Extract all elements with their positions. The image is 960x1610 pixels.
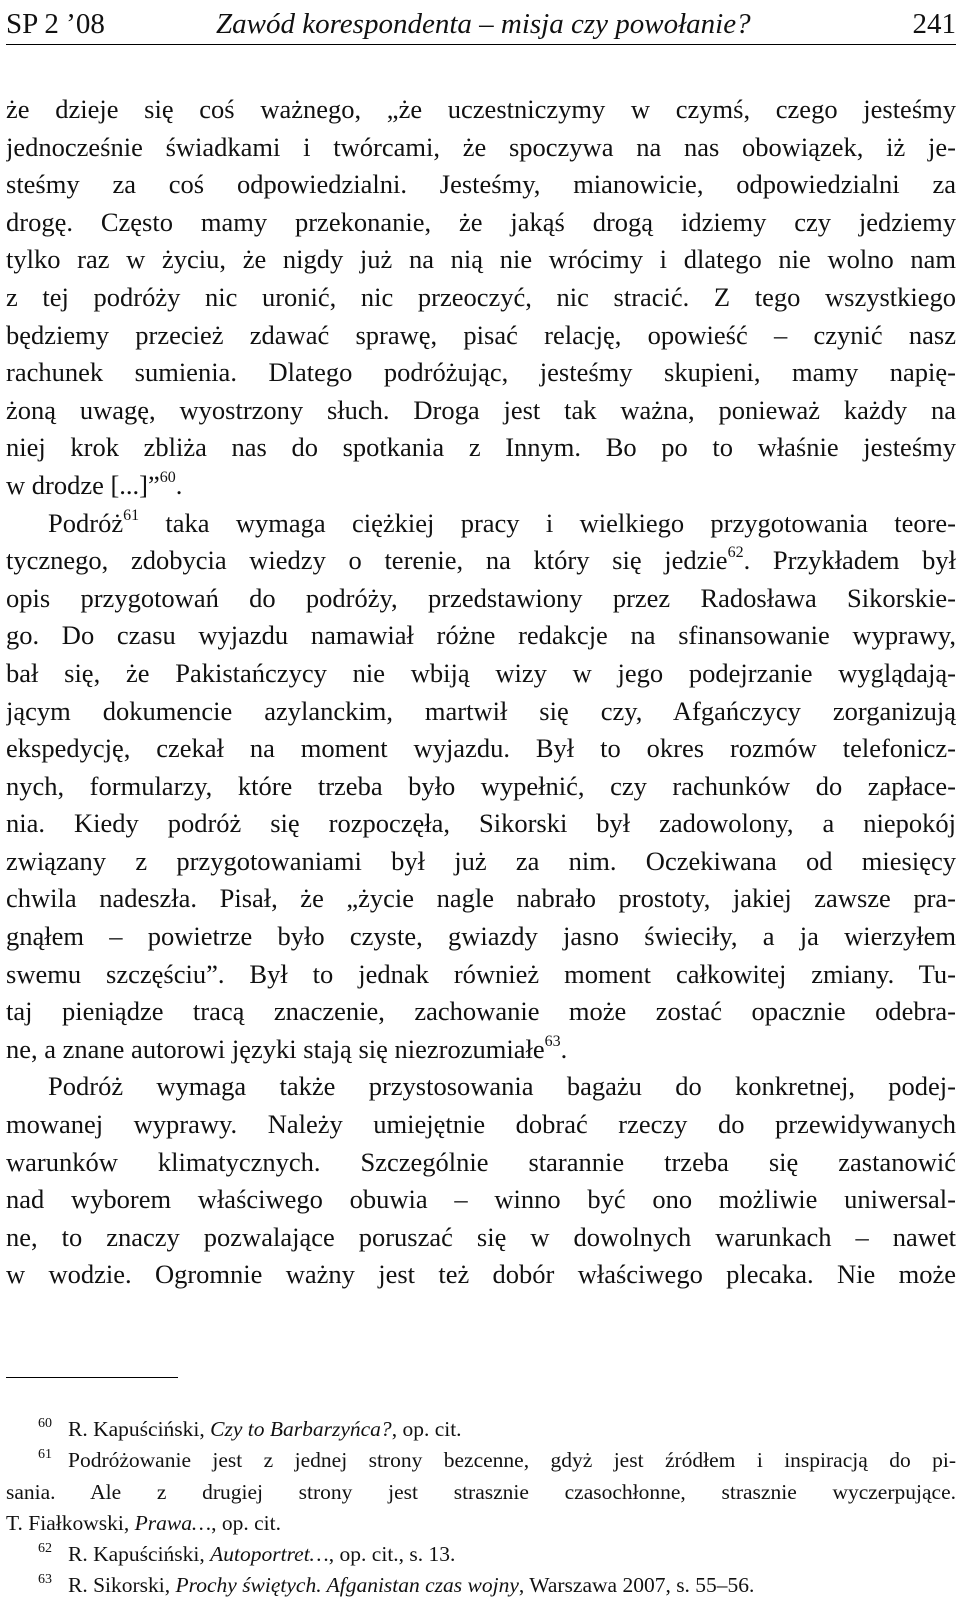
text-line: chwila nadeszła. Pisał, że „życie nagle nabrało prostoty, jakiej zawsze pra- — [6, 883, 956, 914]
journal-issue: SP 2 ’08 — [6, 8, 105, 40]
text-fragment: taka wymaga ciężkiej pracy i wielkiego przygotowania teore- — [139, 507, 956, 538]
footnote-number: 60 — [38, 1416, 52, 1431]
text-fragment: Podróż — [48, 507, 124, 538]
text-line: tylko raz w życiu, że nigdy już na nią nie wrócimy i dlatego nie wolno nam — [6, 244, 956, 275]
footnote-title: Czy to Barbarzyńca? — [210, 1417, 392, 1441]
footnote-title: Prochy świętych. Afganistan czas wojny — [175, 1573, 519, 1598]
footnotes — [6, 1414, 956, 1602]
text-fragment: ne, a znane autorowi języki stają się niezrozumiałe — [6, 1033, 545, 1064]
text-line: niej krok zbliża nas do spotkania z Innym. Bo po to właśnie jesteśmy — [6, 432, 956, 463]
text-line: że dzieje się coś ważnego, „że uczestniczymy w czymś, czego jesteśmy — [6, 94, 956, 124]
text-fragment: tycznego, zdobycia wiedzy o terenie, na który się jedzie — [6, 545, 728, 576]
footnote-text: , op. cit. — [391, 1417, 462, 1441]
text-line: nia. Kiedy podróż się rozpoczęła, Sikorski był zadowolony, a niepokój — [6, 808, 956, 839]
footnote-60 — [6, 1414, 956, 1445]
text-line: mowanej wyprawy. Należy umiejętnie dobrać rzeczy do przewidywanych — [6, 1109, 956, 1140]
text-line: taj pieniądze tracą znaczenie, zachowanie może zostać opacznie odebra- — [6, 996, 956, 1027]
footnote-ref-61: 61 — [123, 506, 140, 524]
footnote-number: 63 — [38, 1572, 52, 1588]
text-line: jącym dokumencie azylanckim, martwił się czy, Afgańczycy zorganizują — [6, 695, 956, 726]
text-line: żoną uwagę, wyostrzony słuch. Droga jest tak ważna, ponieważ każdy na — [6, 394, 956, 425]
text-line: nych, formularzy, które trzeba było wypełnić, czy rachunków do zapłace- — [6, 770, 956, 801]
footnote-divider — [6, 1377, 178, 1378]
footnote-title: Autoportret… — [210, 1542, 329, 1567]
footnote-62 — [6, 1539, 956, 1570]
text-line: w wodzie. Ogromnie ważny jest też dobór właściwego plecaka. Nie może — [6, 1259, 956, 1290]
text-line: Podróż wymaga także przystosowania bagażu do konkretnej, podej- — [48, 1071, 956, 1102]
footnote-number: 61 — [38, 1447, 52, 1463]
running-header — [6, 4, 956, 45]
text-line: z tej podróży nic uronić, nic przeoczyć, nic stracić. Z tego wszystkiego — [6, 281, 956, 312]
text-line: go. Do czasu wyjazdu namawiał różne redakcje na sfinansowanie wyprawy, — [6, 620, 956, 651]
footnote-ref-60: 60 — [159, 468, 176, 486]
footnote-text: , op. cit. — [211, 1510, 281, 1535]
text-line: ne, to znaczy pozwalające poruszać się w dowolnych warunkach – nawet — [6, 1221, 956, 1252]
footnote-text: R. Kapuściński, — [68, 1542, 211, 1567]
text-line: gnąłem – powietrze było czyste, gwiazdy jasno świeciły, a ja wierzyłem — [6, 921, 956, 952]
footnote-text: , op. cit., s. 13. — [328, 1542, 456, 1567]
footnote-text: R. Sikorski, — [68, 1573, 176, 1598]
text-line: bał się, że Pakistańczycy nie wbiją wizy w jego podejrzanie wyglądają- — [6, 657, 956, 688]
page-number: 241 — [912, 8, 956, 40]
text-fragment: w drodze [...]” — [6, 469, 160, 500]
text-fragment: . Przykładem był — [743, 545, 956, 576]
footnote-61-line: sania. Ale z drugiej strony jest strasznie czasochłonne, strasznie wyczerpujące. — [6, 1479, 956, 1504]
text-line: swemu szczęściu”. Był to jednak również moment całkowitej zmiany. Tu- — [6, 958, 956, 989]
text-line: będziemy przecież zdawać sprawę, pisać relację, opowieść – czynić nasz — [6, 319, 956, 350]
text-line: drogę. Często mamy przekonanie, że jakąś drogą idziemy czy jedziemy — [6, 206, 956, 237]
text-line — [6, 542, 956, 580]
text-line: opis przygotowań do podróży, przedstawiony przez Radosława Sikorskie- — [6, 582, 956, 613]
footnote-text: , Warszawa 2007, s. 55–56. — [518, 1573, 755, 1598]
text-line: związany z przygotowaniami był już za nim. Oczekiwana od miesięcy — [6, 845, 956, 876]
main-text — [6, 91, 956, 1294]
footnote-61-line — [6, 1508, 956, 1539]
text-line: ekspedycję, czekał na moment wyjazdu. Był to okres rozmów telefonicz- — [6, 733, 956, 764]
footnote-number: 62 — [38, 1541, 52, 1557]
text-line: ne, a znane autorowi języki stają się niezrozumiałe$^{63}$. — [6, 1032, 568, 1064]
text-line: nad wyborem właściwego obuwia – winno być ono możliwie uniwersal- — [6, 1184, 956, 1215]
footnote-text: R. Kapuściński, — [68, 1417, 211, 1441]
footnote-ref-62: 62 — [727, 544, 744, 562]
text-line: steśmy za coś odpowiedzialni. Jesteśmy, mianowicie, odpowiedzialni za — [6, 169, 956, 200]
footnote-63 — [6, 1570, 956, 1601]
footnote-text: Podróżowanie jest z jednej strony bezcenne, gdyż jest źródłem i inspiracją do pi- — [68, 1448, 956, 1473]
text-line: warunków klimatycznych. Szczególnie starannie trzeba się zastanowić — [6, 1146, 956, 1177]
text-line: w drodze [...]”$^{60}$. — [6, 468, 183, 500]
running-title: Zawód korespondenta – misja czy powołanie? — [216, 8, 751, 40]
text-line: rachunek sumienia. Dlatego podróżując, jesteśmy skupieni, mamy napię- — [6, 357, 956, 388]
footnote-text: T. Fiałkowski, — [6, 1510, 135, 1535]
footnote-title: Prawa… — [134, 1510, 212, 1535]
text-line: jednocześnie świadkami i twórcami, że spoczywa na nas obowiązek, iż je- — [6, 131, 956, 162]
footnote-61 — [6, 1445, 956, 1476]
footnote-ref-63: 63 — [544, 1032, 561, 1050]
text-line — [6, 505, 956, 543]
